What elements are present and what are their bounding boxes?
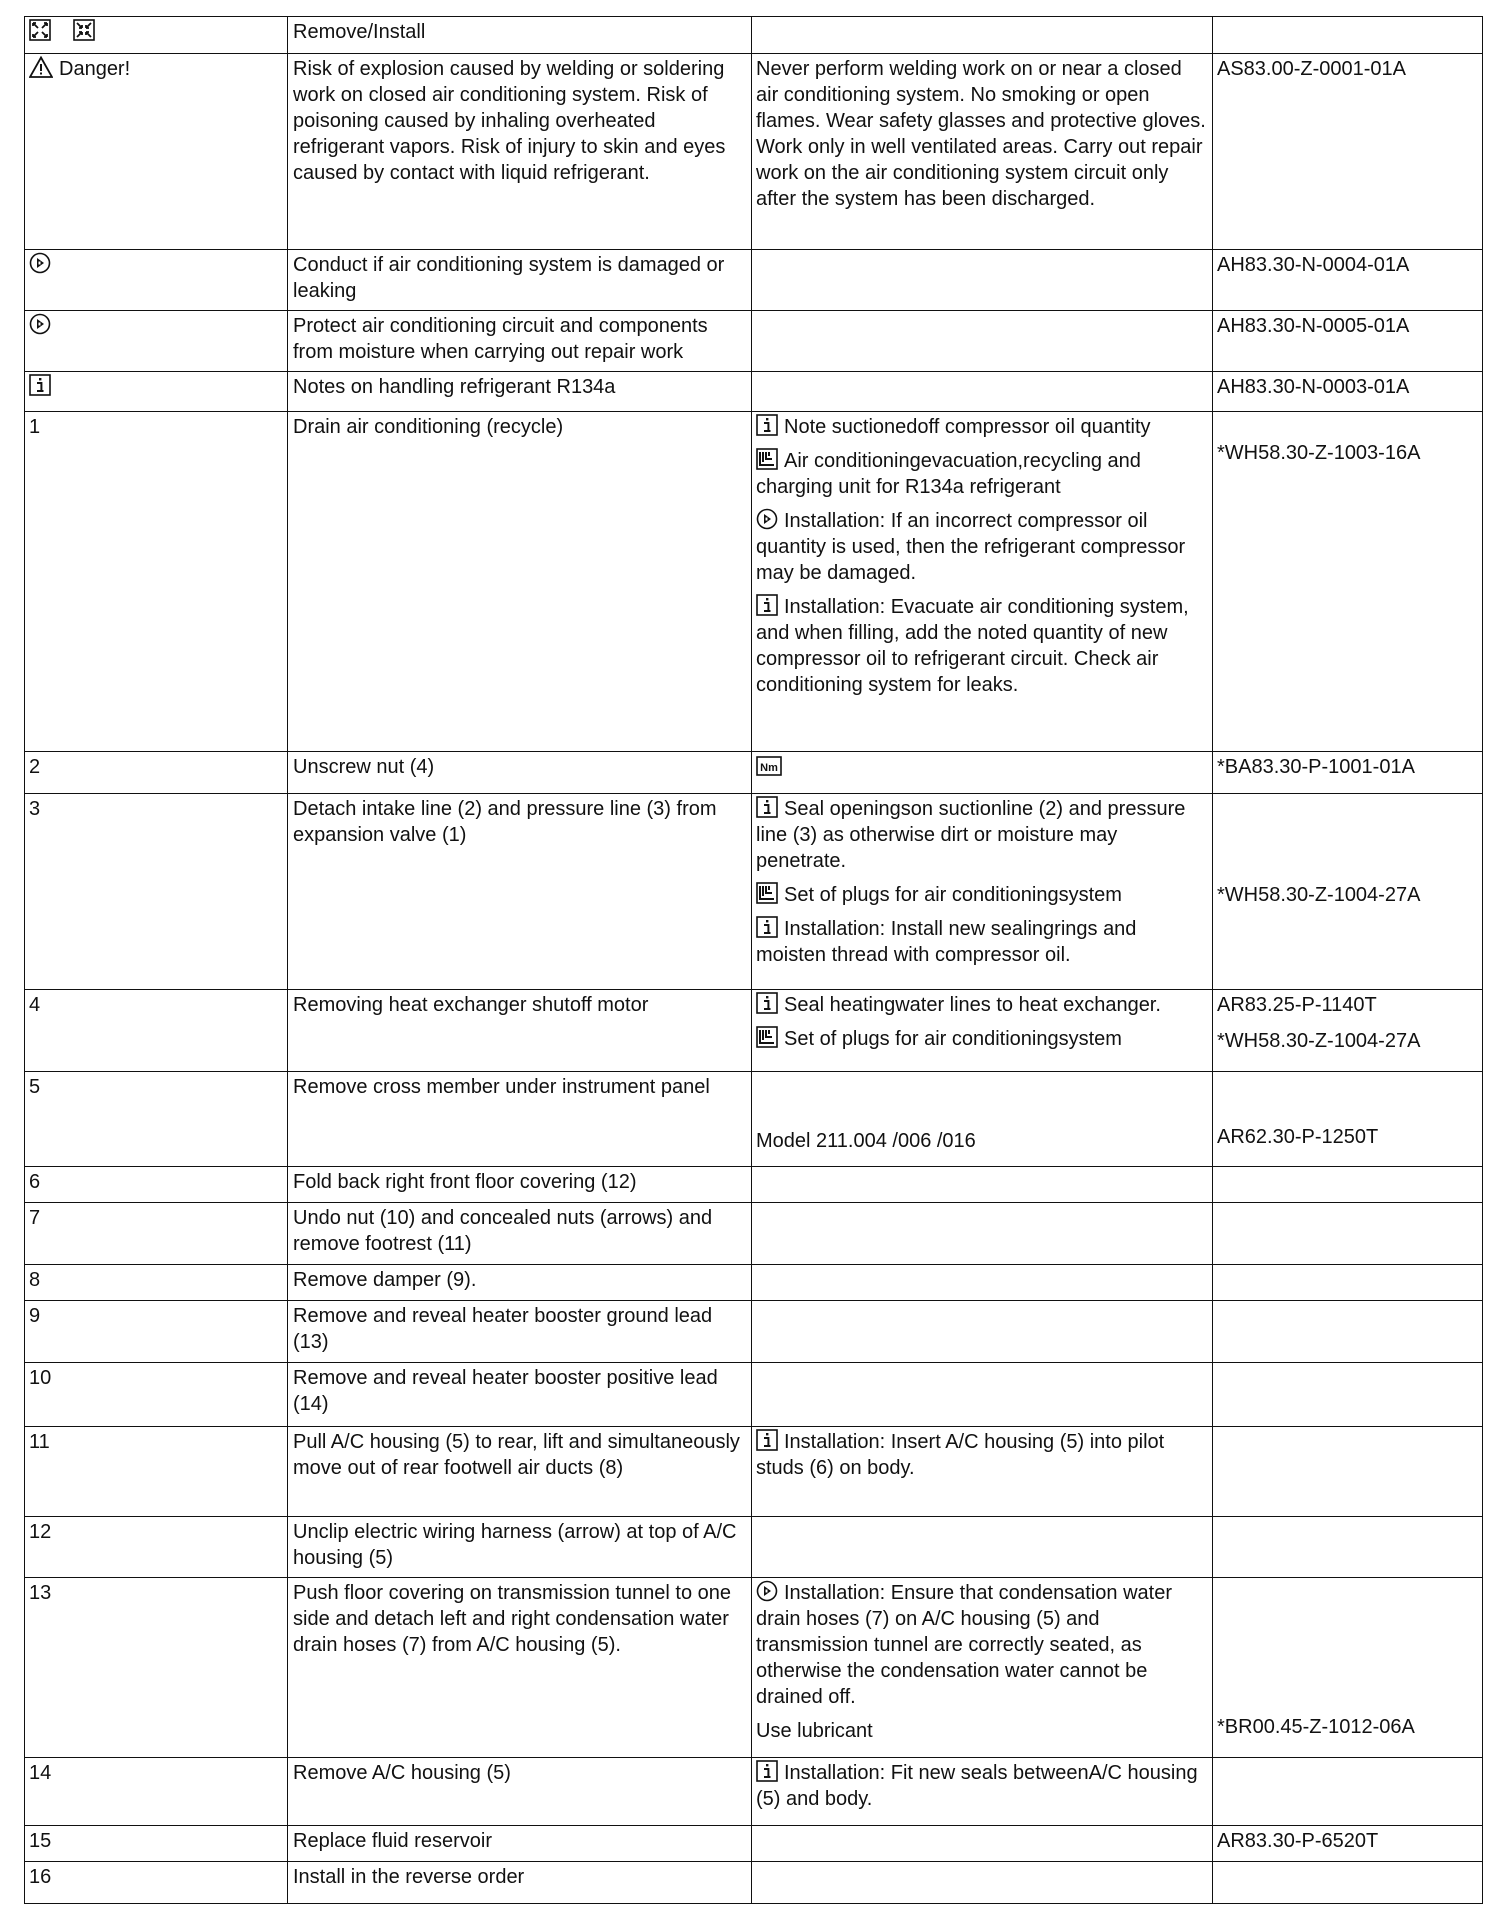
step-docs <box>1213 1072 1483 1167</box>
danger-doc-ref[interactable]: AS83.00-Z-0001-01A <box>1213 54 1483 250</box>
doc-ref[interactable]: AH83.30-N-0005-01A <box>1213 311 1483 372</box>
procedure-document <box>24 16 1482 1904</box>
step-text: Remove and reveal heater booster ground lead (13) <box>288 1301 752 1363</box>
step-notes <box>752 1427 1213 1517</box>
step-notes <box>752 794 1213 990</box>
info-icon <box>756 414 778 436</box>
step-row <box>25 1862 1483 1904</box>
doc-ref[interactable]: AR62.30-P-1250T <box>1217 1126 1379 1148</box>
step-text: Remove damper (9). <box>288 1265 752 1301</box>
step-number: 3 <box>25 794 288 990</box>
step-text: Pull A/C housing (5) to rear, lift and simultaneously move out of rear footwell air ducts (8) <box>288 1427 752 1517</box>
note: Installation: Evacuate air conditioning system, and when filling, add the noted quantity of new compressor oil to refrigerant circuit. Check air conditioning system for leaks. <box>756 596 1189 696</box>
step-docs <box>1213 990 1483 1072</box>
pre-note-text: Notes on handling refrigerant R134a <box>288 372 752 412</box>
pre-note-row <box>25 250 1483 311</box>
pre-note-row <box>25 311 1483 372</box>
step-number: 8 <box>25 1265 288 1301</box>
note: Installation: Fit new seals betweenA/C housing (5) and body. <box>756 1762 1198 1810</box>
pre-note-row <box>25 372 1483 412</box>
danger-label: Danger! <box>59 58 131 80</box>
note: Set of plugs for air conditioningsystem <box>756 1026 1208 1052</box>
note: Air conditioningevacuation,recycling and charging unit for R134a refrigerant <box>756 450 1141 498</box>
tool-icon <box>756 1026 778 1048</box>
step-number: 15 <box>25 1826 288 1862</box>
caution-icon <box>29 313 51 335</box>
step-notes <box>752 1758 1213 1826</box>
info-icon <box>756 916 778 938</box>
step-row <box>25 1826 1483 1862</box>
note: Note suctionedoff compressor oil quantity <box>756 414 1208 440</box>
danger-measure: Never perform welding work on or near a closed air conditioning system. No smoking or open flames. Wear safety glasses and protective gloves. Work only in well ventilated areas. Carry out repair work on the air conditioning system circuit only after the system has been discharged. <box>752 54 1213 250</box>
info-icon <box>756 796 778 818</box>
info-icon <box>756 992 778 1014</box>
install-icon <box>73 19 95 41</box>
step-number: 11 <box>25 1427 288 1517</box>
note: Model 211.004 /006 /016 <box>756 1130 976 1152</box>
step-text: Fold back right front floor covering (12) <box>288 1167 752 1203</box>
step-row <box>25 794 1483 990</box>
step-row <box>25 1265 1483 1301</box>
step-notes <box>752 1072 1213 1167</box>
step-number: 6 <box>25 1167 288 1203</box>
step-text: Remove cross member under instrument panel <box>288 1072 752 1167</box>
note: Installation: Ensure that condensation water drain hoses (7) on A/C housing (5) and transmission tunnel are correctly seated, as otherwise the condensation water cannot be drained off. <box>756 1582 1173 1708</box>
caution-icon <box>756 508 778 530</box>
step-number: 9 <box>25 1301 288 1363</box>
note: Installation: Insert A/C housing (5) into pilot studs (6) on body. <box>756 1431 1165 1479</box>
step-row <box>25 1072 1483 1167</box>
step-number: 4 <box>25 990 288 1072</box>
header-row <box>25 17 1483 54</box>
step-row <box>25 1167 1483 1203</box>
step-number: 16 <box>25 1862 288 1904</box>
doc-ref[interactable]: AH83.30-N-0003-01A <box>1213 372 1483 412</box>
step-number: 2 <box>25 752 288 794</box>
step-row <box>25 1758 1483 1826</box>
step-row <box>25 990 1483 1072</box>
step-row <box>25 1301 1483 1363</box>
caution-icon <box>756 1580 778 1602</box>
step-text: Remove A/C housing (5) <box>288 1758 752 1826</box>
torque-icon <box>756 756 782 776</box>
pre-note-text: Protect air conditioning circuit and components from moisture when carrying out repair work <box>288 311 752 372</box>
step-number: 12 <box>25 1517 288 1578</box>
step-number: 1 <box>25 412 288 752</box>
step-docs <box>1213 412 1483 752</box>
note: Use lubricant <box>756 1720 873 1742</box>
info-icon <box>29 374 51 396</box>
info-icon <box>756 1760 778 1782</box>
doc-ref[interactable]: AR83.25-P-1140T <box>1217 994 1377 1016</box>
step-text: Undo nut (10) and concealed nuts (arrows) and remove footrest (11) <box>288 1203 752 1265</box>
step-row <box>25 1578 1483 1758</box>
doc-ref[interactable]: AR83.30-P-6520T <box>1213 1826 1483 1862</box>
step-text: Unclip electric wiring harness (arrow) at top of A/C housing (5) <box>288 1517 752 1578</box>
step-number: 13 <box>25 1578 288 1758</box>
step-row <box>25 1517 1483 1578</box>
step-row <box>25 1363 1483 1427</box>
header-icons <box>25 17 288 54</box>
step-notes <box>752 412 1213 752</box>
procedure-table <box>24 16 1483 1904</box>
remove-icon <box>29 19 51 41</box>
doc-ref[interactable]: *BR00.45-Z-1012-06A <box>1217 1716 1415 1738</box>
step-notes <box>752 1578 1213 1758</box>
danger-row <box>25 54 1483 250</box>
note: Installation: Install new sealingrings and moisten thread with compressor oil. <box>756 918 1137 966</box>
doc-ref[interactable]: *WH58.30-Z-1003-16A <box>1217 442 1421 464</box>
doc-ref[interactable]: *WH58.30-Z-1004-27A <box>1217 1030 1421 1052</box>
step-number: 5 <box>25 1072 288 1167</box>
doc-ref[interactable]: *WH58.30-Z-1004-27A <box>1217 884 1421 906</box>
info-icon <box>756 594 778 616</box>
danger-label-cell <box>25 54 288 250</box>
step-number: 7 <box>25 1203 288 1265</box>
header-title: Remove/Install <box>288 17 752 54</box>
step-row <box>25 1427 1483 1517</box>
step-notes <box>752 752 1213 794</box>
tool-icon <box>756 448 778 470</box>
step-number: 14 <box>25 1758 288 1826</box>
danger-risk: Risk of explosion caused by welding or soldering work on closed air conditioning system. Risk of poisoning caused by inhaling overheated refrigerant vapors. Risk of injury to skin and eyes caused by contact with liquid refrigerant. <box>288 54 752 250</box>
step-text: Drain air conditioning (recycle) <box>288 412 752 752</box>
doc-ref[interactable]: *BA83.30-P-1001-01A <box>1213 752 1483 794</box>
step-text: Detach intake line (2) and pressure line (3) from expansion valve (1) <box>288 794 752 990</box>
step-row <box>25 1203 1483 1265</box>
step-notes <box>752 990 1213 1072</box>
note: Installation: If an incorrect compressor oil quantity is used, then the refrigerant compressor may be damaged. <box>756 510 1186 584</box>
note: Seal heatingwater lines to heat exchanger. <box>756 992 1208 1018</box>
step-text: Removing heat exchanger shutoff motor <box>288 990 752 1072</box>
step-text: Install in the reverse order <box>288 1862 752 1904</box>
note: Seal openingson suctionline (2) and pressure line (3) as otherwise dirt or moisture may penetrate. <box>756 798 1186 872</box>
info-icon <box>756 1429 778 1451</box>
tool-icon <box>756 882 778 904</box>
step-text: Push floor covering on transmission tunnel to one side and detach left and right condensation water drain hoses (7) from A/C housing (5). <box>288 1578 752 1758</box>
note: Set of plugs for air conditioningsystem <box>756 882 1208 908</box>
doc-ref[interactable]: AH83.30-N-0004-01A <box>1213 250 1483 311</box>
step-text: Remove and reveal heater booster positive lead (14) <box>288 1363 752 1427</box>
pre-note-text: Conduct if air conditioning system is damaged or leaking <box>288 250 752 311</box>
step-row <box>25 752 1483 794</box>
step-text: Replace fluid reservoir <box>288 1826 752 1862</box>
step-text: Unscrew nut (4) <box>288 752 752 794</box>
step-docs <box>1213 794 1483 990</box>
caution-icon <box>29 252 51 274</box>
step-number: 10 <box>25 1363 288 1427</box>
warning-triangle-icon <box>29 56 53 78</box>
step-docs <box>1213 1578 1483 1758</box>
step-row <box>25 412 1483 752</box>
